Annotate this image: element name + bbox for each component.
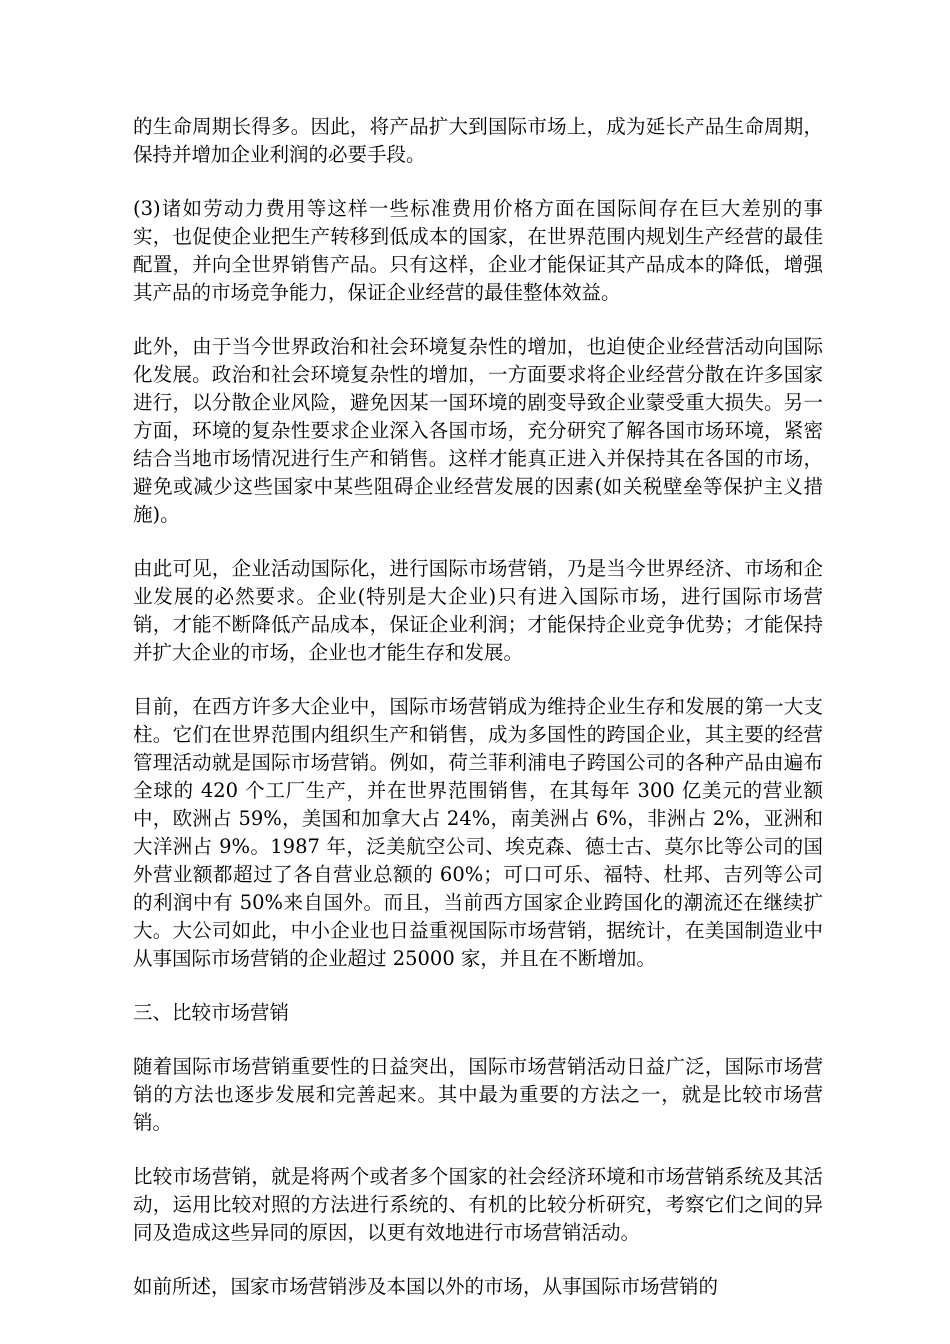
paragraph: (3)诸如劳动力费用等这样一些标准费用价格方面在国际间存在巨大差别的事实，也促使企业把生产转移到低成本的国家，在世界范围内规划生产经营的最佳配置，并向全世界销售产品。只有这样，企业才能保证其产品成本的降低，增强其产品的市场竞争能力，保证企业经营的最佳整体效益。 [133,197,823,304]
paragraph: 的生命周期长得多。因此，将产品扩大到国际市场上，成为延长产品生命周期，保持并增加企业利润的必要手段。 [133,115,823,166]
paragraph: 由此可见，企业活动国际化，进行国际市场营销，乃是当今世界经济、市场和企业发展的必然要求。企业(特别是大企业)只有进入国际市场，进行国际市场营销，才能不断降低产品成本，保证企业利润；才能保持企业竞争优势；才能保持并扩大企业的市场，企业也才能生存和发展。 [133,557,823,664]
section-heading: 三、比较市场营销 [133,1001,290,1024]
paragraph: 如前所述，国家市场营销涉及本国以外的市场，从事国际市场营销的 [133,1275,719,1298]
paragraph: 随着国际市场营销重要性的日益突出，国际市场营销活动日益广泛，国际市场营销的方法也逐步发展和完善起来。其中最为重要的方法之一，就是比较市场营销。 [133,1055,823,1134]
paragraph: 目前，在西方许多大企业中，国际市场营销成为维持企业生存和发展的第一大支柱。它们在世界范围内组织生产和销售，成为多国性的跨国企业，其主要的经营管理活动就是国际市场营销。例如，荷兰菲利浦电子跨国公司的各种产品由遍布全球的 420 个工厂生产，并在世界范围销售，在其每年 300 亿美元的营业额中，欧洲占 59%，美国和加拿大占 24%，南美洲占 6%，非洲占 2%，亚洲和大洋洲占 9%。1987 年，泛美航空公司、埃克森、德士古、莫尔比等公司的国外营业额都超过了各自营业总额的 60%；可口可乐、福特、杜邦、吉列等公司的利润中有 50%来自国外。而且，当前西方国家企业跨国化的潮流还在继续扩大。大公司如此，中小企业也日益重视国际市场营销，据统计，在美国制造业中从事国际市场营销的企业超过 25000 家，并且在不断增加。 [133,695,823,970]
paragraph: 比较市场营销，就是将两个或者多个国家的社会经济环境和市场营销系统及其活动，运用比较对照的方法进行系统的、有机的比较分析研究，考察它们之间的异同及造成这些异同的原因，以更有效地进行市场营销活动。 [133,1165,823,1244]
document-body [133,113,823,1301]
paragraph: 此外，由于当今世界政治和社会环境复杂性的增加，也迫使企业经营活动向国际化发展。政治和社会环境复杂性的增加，一方面要求将企业经营分散在许多国家进行，以分散企业风险，避免因某一国环境的剧变导致企业蒙受重大损失。另一方面，环境的复杂性要求企业深入各国市场，充分研究了解各国市场环境，紧密结合当地市场情况进行生产和销售。这样才能真正进入并保持其在各国的市场，避免或减少这些国家中某些阻碍企业经营发展的因素(如关税壁垒等保护主义措施)。 [133,335,823,526]
